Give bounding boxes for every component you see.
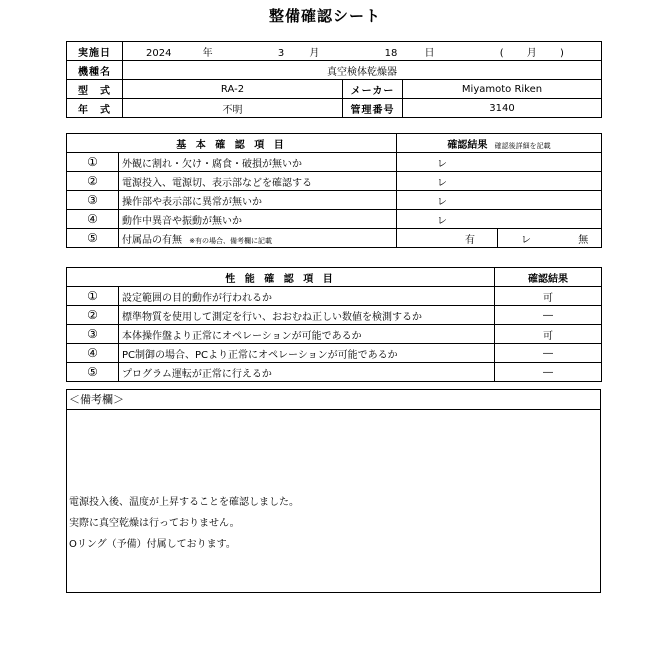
basic-result-header: [397, 134, 602, 153]
basic-check-table: [66, 133, 602, 248]
remarks-note: 実際に真空乾燥は行っておりません。: [69, 518, 240, 529]
equipment-row: [67, 61, 602, 80]
date-value: [123, 42, 602, 61]
remarks-title: ＜備考欄＞: [69, 393, 124, 406]
performance-check-table: [66, 267, 602, 382]
accessory-no: 無: [578, 234, 589, 246]
item-result: レ: [397, 191, 602, 210]
remarks-note: Oリング（予備）付属しております。: [69, 539, 236, 550]
item-number: ⑤: [67, 229, 119, 248]
performance-header: 性 能 確 認 項 目: [67, 268, 495, 287]
year-type-value: 不明: [123, 99, 343, 118]
weekday-open: (: [499, 47, 504, 59]
month-unit: 月: [309, 47, 320, 59]
table-row: [67, 363, 602, 382]
accessory-mark: レ: [521, 234, 532, 246]
maker-label: メーカー: [343, 80, 403, 99]
equipment-label: 機種名: [67, 61, 123, 80]
item-result: 可: [495, 287, 602, 306]
accessory-yes: 有: [397, 229, 498, 248]
date-row: [67, 42, 602, 61]
accessory-mark-cell: [498, 229, 602, 248]
item-text: 電源投入、電源切、表示部などを確認する: [119, 172, 397, 191]
item-result: ―: [495, 306, 602, 325]
item-text: 標準物質を使用して測定を行い、おおむね正しい数値を検測するか: [119, 306, 495, 325]
item-number: ②: [67, 172, 119, 191]
weekday-close: ): [559, 47, 564, 59]
item-result: レ: [397, 153, 602, 172]
remarks-divider: [67, 409, 600, 410]
item-text: 操作部や表示部に異常が無いか: [119, 191, 397, 210]
table-row: [67, 210, 602, 229]
remarks-box: [66, 389, 601, 593]
mgmt-label: 管理番号: [343, 99, 403, 118]
item-text: 動作中異音や振動が無いか: [119, 210, 397, 229]
item-result: ―: [495, 344, 602, 363]
item-text: [119, 229, 397, 248]
year-type-label: 年 式: [67, 99, 123, 118]
year-unit: 年: [202, 47, 213, 59]
year-type-row: [67, 99, 602, 118]
year-value: 2024: [146, 47, 172, 59]
accessory-note: ※有の場合、備考欄に記載: [189, 236, 273, 245]
basic-header: 基 本 確 認 項 目: [67, 134, 397, 153]
item-number: ①: [67, 287, 119, 306]
day-unit: 日: [424, 47, 435, 59]
item-result: 可: [495, 325, 602, 344]
table-row: [67, 287, 602, 306]
performance-header-row: [67, 268, 602, 287]
item-number: ④: [67, 210, 119, 229]
info-table: [66, 41, 602, 118]
mgmt-value: 3140: [403, 99, 602, 118]
item-number: ③: [67, 191, 119, 210]
basic-result-note: 確認後詳細を記載: [494, 141, 551, 150]
item-text: PC制御の場合、PCより正常にオペレーションが可能であるか: [119, 344, 495, 363]
weekday-value: 月: [526, 47, 537, 59]
item-result: ―: [495, 363, 602, 382]
sheet-title: 整備確認シート: [268, 7, 381, 25]
basic-result-title: 確認結果: [447, 139, 488, 151]
table-row: [67, 325, 602, 344]
table-row: [67, 344, 602, 363]
month-value: 3: [277, 47, 285, 59]
model-label: 型 式: [67, 80, 123, 99]
basic-header-row: [67, 134, 602, 153]
item-text: 外観に割れ・欠け・腐食・破損が無いか: [119, 153, 397, 172]
item-text: 本体操作盤より正常にオペレーションが可能であるか: [119, 325, 495, 344]
item-number: ①: [67, 153, 119, 172]
day-value: 18: [384, 47, 398, 59]
remarks-note: 電源投入後、温度が上昇することを確認しました。: [69, 497, 299, 508]
table-row: [67, 172, 602, 191]
model-row: [67, 80, 602, 99]
date-label: 実施日: [67, 42, 123, 61]
item-number: ②: [67, 306, 119, 325]
item-text: 設定範囲の目的動作が行われるか: [119, 287, 495, 306]
table-row: [67, 191, 602, 210]
accessory-text: 付属品の有無: [122, 234, 182, 246]
item-number: ⑤: [67, 363, 119, 382]
item-text: プログラム運転が正常に行えるか: [119, 363, 495, 382]
item-result: レ: [397, 210, 602, 229]
table-row: [67, 306, 602, 325]
equipment-value: 真空検体乾燥器: [123, 61, 602, 80]
performance-result-header: 確認結果: [495, 268, 602, 287]
maker-value: Miyamoto Riken: [403, 80, 602, 99]
item-number: ③: [67, 325, 119, 344]
table-row: [67, 153, 602, 172]
item-number: ④: [67, 344, 119, 363]
item-result: レ: [397, 172, 602, 191]
model-value: RA-2: [123, 80, 343, 99]
accessory-row: [67, 229, 602, 248]
